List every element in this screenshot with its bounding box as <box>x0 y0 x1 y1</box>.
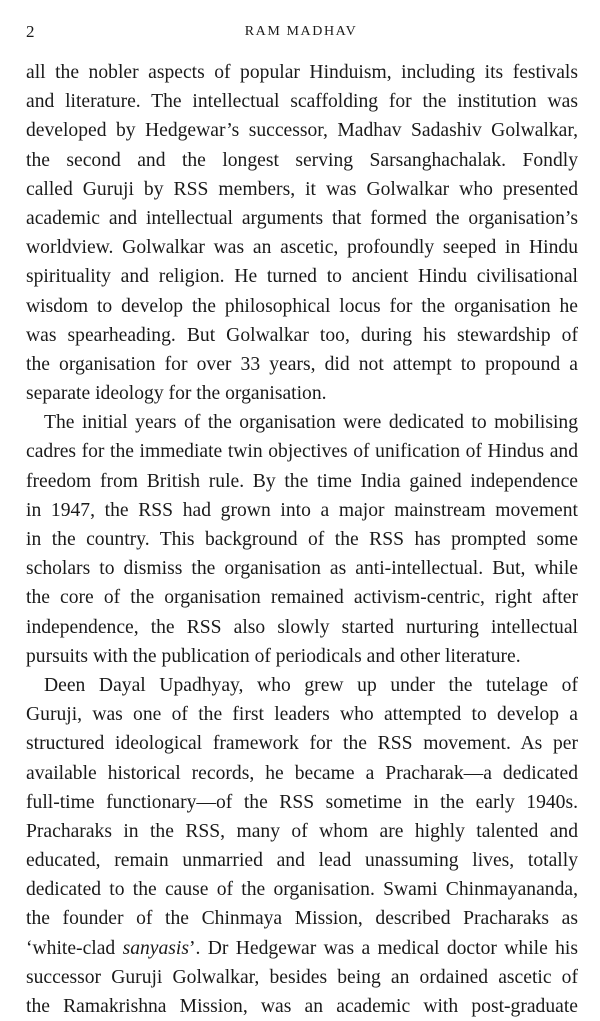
text-line: wisdom to develop the philosophical locus for the organisation he <box>26 295 578 317</box>
text-line: scholars to dismiss the organisation as anti-intellectual. But, while <box>26 558 578 580</box>
text-line: Pracharaks in the RSS, many of whom are highly talented and <box>26 820 578 842</box>
text-line: in the country. This background of the RSS has prompted some <box>26 529 578 550</box>
text-line: pursuits with the publication of periodicals and other literature. <box>26 645 521 667</box>
text-line: the founder of the Chinmaya Mission, described Pracharaks as <box>26 908 578 930</box>
text-line: worldview. Golwalkar was an ascetic, profoundly seeped in Hindu <box>26 237 578 259</box>
text-line: and literature. The intellectual scaffolding for the institution was <box>26 91 578 113</box>
text-line: the core of the organisation remained activism-centric, right after <box>26 587 578 609</box>
body-text <box>26 58 578 1021</box>
text-line: the Ramakrishna Mission, was an academic with post-graduate <box>26 996 578 1017</box>
italic-term: sanyasis <box>122 937 189 959</box>
page-header <box>26 22 576 46</box>
text-line: developed by Hedgewar’s successor, Madhav Sadashiv Golwalkar, <box>26 120 578 142</box>
text-line: full-time functionary—of the RSS sometime in the early 1940s. <box>26 791 578 813</box>
text-line: the second and the longest serving Sarsanghachalak. Fondly <box>26 149 578 171</box>
text-line: cadres for the immediate twin objectives of unification of Hindus and <box>26 441 578 463</box>
text-line: was spearheading. But Golwalkar too, during his stewardship of <box>26 324 578 346</box>
text-line: educated, remain unmarried and lead unassuming lives, totally <box>26 850 578 872</box>
text-line: independence, the RSS also slowly started nurturing intellectual <box>26 616 578 638</box>
text-line: available historical records, he became a Pracharak—a dedicated <box>26 762 578 784</box>
text-line: dedicated to the cause of the organisation. Swami Chinmayananda, <box>26 879 578 901</box>
text-line: called Guruji by RSS members, it was Golwalkar who presented <box>26 178 578 200</box>
text-line: in 1947, the RSS had grown into a major mainstream movement <box>26 499 578 521</box>
text-line: spirituality and religion. He turned to ancient Hindu civilisational <box>26 266 578 288</box>
text-line: structured ideological framework for the RSS movement. As per <box>26 733 578 755</box>
text-line: freedom from British rule. By the time India gained independence <box>26 470 578 492</box>
page-number: 2 <box>26 22 35 41</box>
text-line: Deen Dayal Upadhyay, who grew up under the tutelage of <box>44 674 578 696</box>
text-line: The initial years of the organisation were dedicated to mobilising <box>44 412 578 434</box>
text-line: Guruji, was one of the first leaders who attempted to develop a <box>26 704 578 726</box>
text-line: all the nobler aspects of popular Hinduism, including its festivals <box>26 62 578 83</box>
text-line: academic and intellectual arguments that formed the organisation’s <box>26 207 578 229</box>
text-line: ‘white-clad sanyasis’. Dr Hedgewar was a medical doctor while his <box>26 937 578 959</box>
text-line: separate ideology for the organisation. <box>26 383 327 405</box>
text-line: successor Guruji Golwalkar, besides being an ordained ascetic of <box>26 966 578 988</box>
running-head: RAM MADHAV <box>244 24 358 39</box>
text-line: the organisation for over 33 years, did not attempt to propound a <box>26 353 578 375</box>
